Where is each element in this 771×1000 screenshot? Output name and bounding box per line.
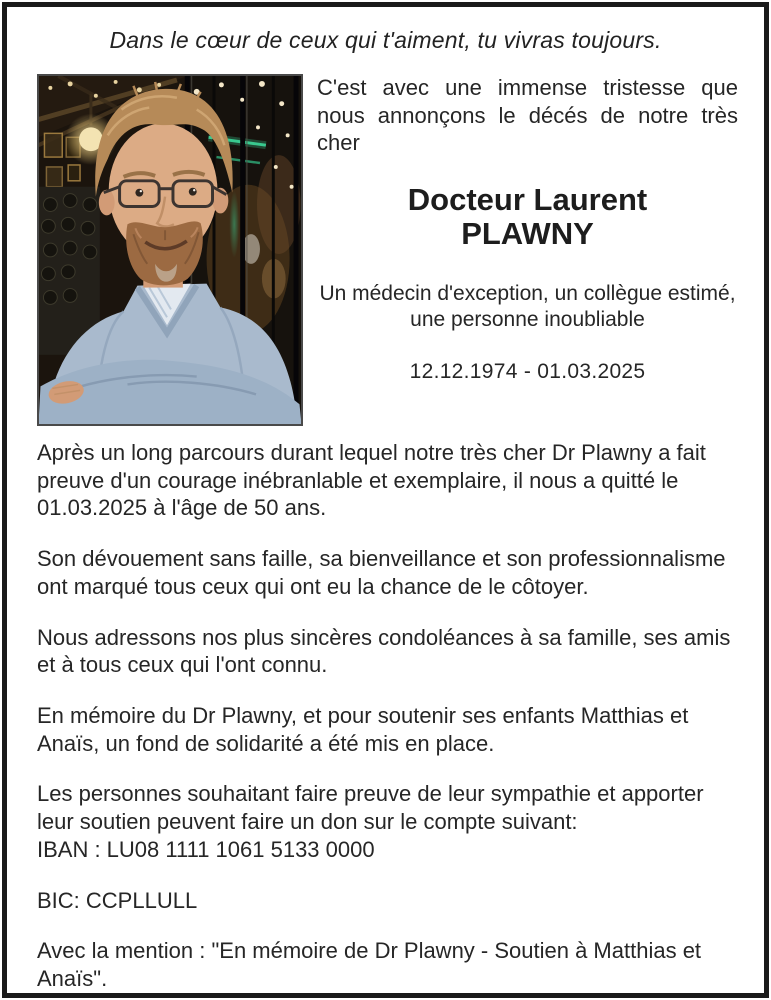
epigraph: Dans le cœur de ceux qui t'aiment, tu vivras toujours. xyxy=(109,27,662,53)
announcement-intro: C'est avec une immense tristesse que nous annonçons le décés de notre très cher xyxy=(317,75,738,156)
paragraph-condoleances: Nous adressons nos plus sincères condoléances à sa famille, ses amis et à tous ceux qui l'ont connu. xyxy=(37,624,731,678)
donation-intro: Les personnes souhaitant faire preuve de leur sympathie et apporter leur soutien peuvent faire un don sur le compte suivant: xyxy=(37,781,704,835)
donation-bic: BIC: CCPLLULL xyxy=(37,887,198,913)
deceased-name-line1: Docteur Laurent xyxy=(407,182,648,218)
paragraph-devouement: Son dévouement sans faille, sa bienveillance et son professionnalisme ont marqué tous ceux qui ont eu la chance de le côtoyer. xyxy=(37,546,726,599)
birth-death-dates: 12.12.1974 - 01.03.2025 xyxy=(409,359,646,383)
top-section xyxy=(7,54,764,426)
paragraph-courage: Après un long parcours durant lequel notre très cher Dr Plawny a fait preuve d'un courage inébranlable et exemplaire, il nous a quitté le 01.03.2025 à l'âge de 50 ans. xyxy=(37,440,706,521)
tribute-line: Un médecin d'exception, un collègue estimé, une personne inoubliable xyxy=(319,282,736,331)
deceased-name-line2: PLAWNY xyxy=(461,216,594,252)
portrait-photo-illustration xyxy=(39,76,301,424)
portrait-photo xyxy=(37,74,303,426)
announcement-column xyxy=(317,74,738,426)
paragraph-fond-solidarite: En mémoire du Dr Plawny, et pour soutenir ses enfants Matthias et Anaïs, un fond de solidarité a été mis en place. xyxy=(37,703,689,756)
deceased-name xyxy=(317,183,738,251)
donation-iban: IBAN : LU08 1111 1061 5133 0000 xyxy=(37,836,375,862)
death-notice-frame xyxy=(2,2,769,998)
donation-mention: Avec la mention : "En mémoire de Dr Plawny - Soutien à Matthias et Anaïs". xyxy=(37,938,702,992)
body-text xyxy=(7,426,764,993)
donation-block xyxy=(37,780,736,992)
